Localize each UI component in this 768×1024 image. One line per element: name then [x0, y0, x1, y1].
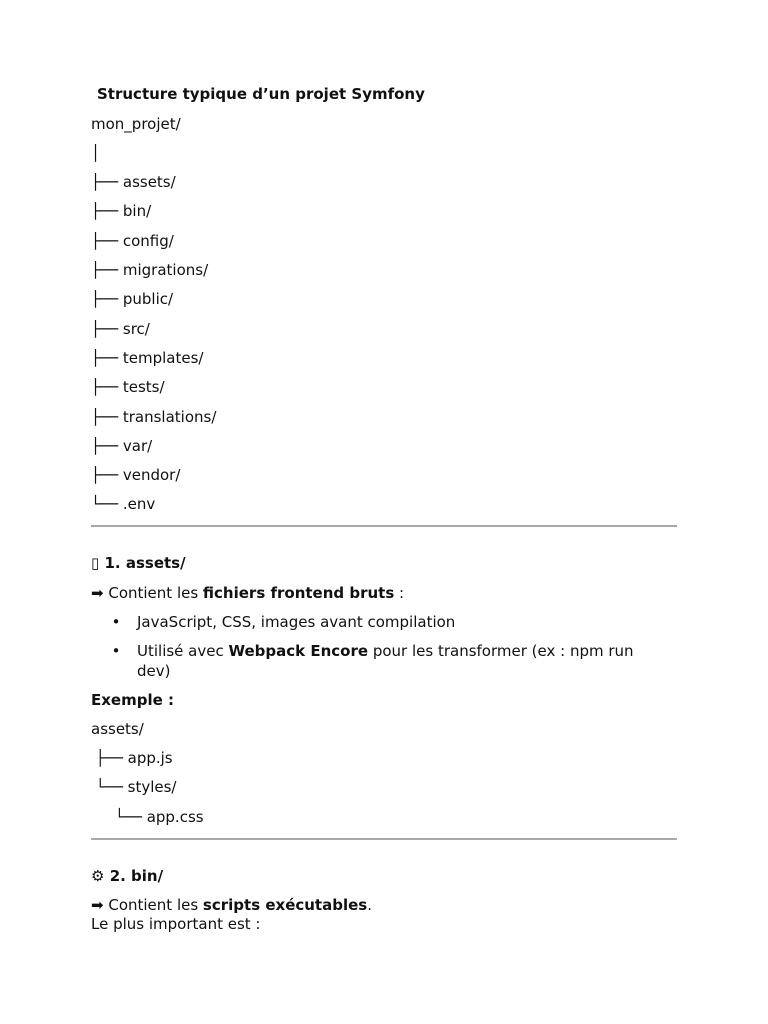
tree-branch: ├──	[91, 202, 119, 220]
arrow-right-icon: ➡	[91, 896, 104, 914]
section-heading-text: 1. assets/	[104, 554, 186, 572]
tree-item	[91, 436, 152, 456]
tree-item-name: config/	[122, 232, 174, 250]
tree-item-name: bin/	[122, 202, 152, 220]
bullet-dot: •	[111, 642, 121, 660]
gear-icon: ⚙	[91, 867, 105, 885]
section-heading-text: 2. bin/	[109, 867, 164, 885]
list-item	[137, 641, 667, 681]
list-item: JavaScript, CSS, images avant compilation	[137, 613, 456, 631]
example-tree-line: └── app.css	[91, 808, 204, 826]
section-description	[91, 583, 404, 603]
example-tree-line: └── styles/	[91, 778, 177, 796]
tree-item-name: vendor/	[122, 466, 181, 484]
folder-icon: ▯	[91, 554, 100, 572]
divider	[91, 838, 677, 840]
tree-item	[91, 231, 174, 251]
example-label: Exemple :	[91, 691, 174, 709]
list-item-prefix: Utilisé avec	[137, 642, 229, 660]
description-suffix: .	[367, 896, 372, 914]
section-description	[91, 895, 372, 915]
tree-item	[91, 348, 203, 368]
tree-branch: ├──	[91, 290, 119, 308]
tree-root: mon_projet/	[91, 115, 181, 133]
section-description-line2: Le plus important est :	[91, 915, 261, 933]
section-heading	[91, 866, 163, 886]
tree-item-name: templates/	[122, 349, 204, 367]
tree-item	[91, 260, 208, 280]
tree-item	[91, 201, 151, 221]
list-item-emphasis: Webpack Encore	[228, 642, 369, 660]
tree-branch: ├──	[91, 349, 119, 367]
description-text: Contient les	[103, 896, 203, 914]
tree-pipe: │	[91, 144, 101, 162]
tree-item	[91, 407, 216, 427]
example-tree-line: ├── app.js	[91, 749, 173, 767]
tree-item	[91, 172, 176, 192]
tree-item	[91, 494, 155, 514]
description-emphasis: scripts exécutables	[202, 896, 368, 914]
tree-item-name: migrations/	[122, 261, 209, 279]
tree-item	[91, 289, 173, 309]
list-item-suffix: pour les transformer (ex : npm run dev)	[137, 642, 634, 680]
arrow-right-icon: ➡	[91, 584, 104, 602]
divider	[91, 525, 677, 527]
tree-item	[91, 465, 180, 485]
tree-branch: └──	[91, 495, 119, 513]
section-heading	[91, 553, 186, 573]
tree-item-name: translations/	[122, 408, 217, 426]
bullet-dot: •	[111, 613, 121, 631]
tree-branch: ├──	[91, 466, 119, 484]
tree-branch: ├──	[91, 378, 119, 396]
tree-item	[91, 377, 165, 397]
tree-branch: ├──	[91, 437, 119, 455]
tree-item-name: .env	[122, 495, 156, 513]
tree-branch: ├──	[91, 320, 119, 338]
description-suffix: :	[394, 584, 405, 602]
tree-branch: ├──	[91, 173, 119, 191]
tree-item-name: var/	[122, 437, 153, 455]
tree-branch: ├──	[91, 408, 119, 426]
example-tree-line: assets/	[91, 720, 144, 738]
tree-item-name: src/	[122, 320, 150, 338]
tree-branch: ├──	[91, 261, 119, 279]
description-emphasis: fichiers frontend bruts	[202, 584, 395, 602]
tree-item-name: assets/	[122, 173, 176, 191]
tree-item-name: tests/	[122, 378, 165, 396]
page-title: Structure typique d’un projet Symfony	[97, 85, 425, 103]
tree-branch: ├──	[91, 232, 119, 250]
description-text: Contient les	[103, 584, 203, 602]
tree-item	[91, 319, 150, 339]
tree-item-name: public/	[122, 290, 174, 308]
